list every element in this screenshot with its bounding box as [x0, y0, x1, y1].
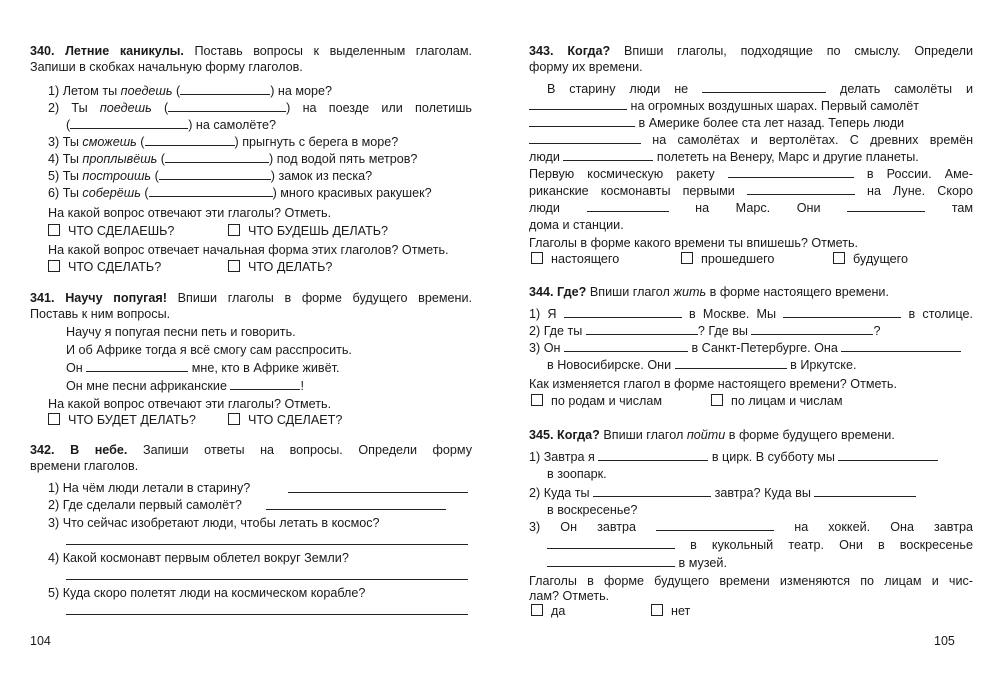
checkbox[interactable] [681, 252, 693, 264]
answer-blank[interactable] [529, 133, 641, 144]
ex343-option-future[interactable]: будущего [833, 252, 908, 266]
ex340-line-7: 6) Ты соберёшь ( ) много красивых ракушек? [48, 186, 432, 200]
answer-blank[interactable] [564, 307, 682, 318]
checkbox[interactable] [48, 413, 60, 425]
ex345-line-1: 1) Завтра я в цирк. В субботу мы [529, 450, 938, 464]
ex341-poem-3: Он мне, кто в Африке живёт. [66, 361, 340, 375]
answer-line[interactable] [66, 614, 468, 615]
ex344-question: Как изменяется глагол в форме настоящего времени? Отметь. [529, 377, 897, 391]
ex341-poem-2: И об Африке тогда я всё смогу сам расспросить. [66, 343, 352, 357]
answer-line[interactable] [66, 544, 468, 545]
ex340-instruction-2: Запиши в скобках начальную форму глаголов. [30, 60, 303, 74]
answer-blank[interactable] [814, 486, 916, 497]
ex342-question-1: 1) На чём люди летали в старину? [48, 481, 251, 495]
ex340-question-2: На какой вопрос отвечает начальная форма этих глаголов? Отметь. [48, 243, 449, 257]
answer-blank[interactable] [529, 99, 627, 110]
ex345-question-2: лам? Отметь. [529, 589, 610, 603]
page-number-right: 105 [934, 634, 955, 648]
ex340-title: Летние каникулы. [65, 44, 184, 58]
ex343-text-8: люди на Марс. Они там [529, 201, 974, 215]
ex344-number: 344. [529, 285, 554, 299]
ex345-option-yes[interactable]: да [531, 604, 565, 618]
ex342-question-2: 2) Где сделали первый самолёт? [48, 498, 242, 512]
ex343-text-2: на огромных воздушных шарах. Первый самолёт [529, 99, 919, 113]
ex340-line-5: 4) Ты проплывёшь ( ) под водой пять метров? [48, 152, 418, 166]
answer-blank[interactable] [547, 556, 675, 567]
ex340-heading [30, 44, 472, 58]
verb: жить [673, 285, 707, 299]
answer-blank[interactable] [165, 152, 269, 163]
ex345-question-1: Глаголы в форме будущего времени изменяются по лицам и чис- [529, 574, 973, 588]
verb: соберёшь [82, 186, 141, 200]
ex343-instruction-2: форму их времени. [529, 60, 643, 74]
ex344-heading: 344. Где? Впиши глагол жить в форме настоящего времени. [529, 285, 889, 299]
ex340-line-4: 3) Ты сможешь ( ) прыгнуть с берега в море? [48, 135, 399, 149]
left-page [0, 0, 500, 679]
ex340-option-what-will-be-doing[interactable]: ЧТО БУДЕШЬ ДЕЛАТЬ? [228, 224, 388, 238]
ex341-title: Научу попугая! [65, 291, 167, 305]
right-page [501, 0, 1001, 679]
checkbox[interactable] [711, 394, 723, 406]
ex344-option-person-number[interactable]: по лицам и числам [711, 394, 843, 408]
answer-blank[interactable] [598, 450, 708, 461]
ex342-instruction-2: времени глаголов. [30, 459, 139, 473]
ex342-instruction: Запиши ответы на вопросы. Определи форму [142, 443, 473, 457]
ex342-title: В небе. [70, 443, 128, 457]
answer-blank[interactable] [70, 118, 188, 129]
ex343-title: Когда? [567, 44, 611, 58]
answer-line[interactable] [288, 492, 468, 493]
ex340-number: 340. [30, 44, 55, 58]
answer-blank[interactable] [847, 201, 925, 212]
ex343-question: Глаголы в форме какого времени ты впишешь? Отметь. [529, 236, 859, 250]
answer-blank[interactable] [702, 82, 826, 93]
ex344-option-gender-number[interactable]: по родам и числам [531, 394, 662, 408]
checkbox[interactable] [531, 604, 543, 616]
ex340-option-what-to-do[interactable]: ЧТО ДЕЛАТЬ? [228, 260, 332, 274]
ex344-line-3: 3) Он в Санкт-Петербурге. Она [529, 341, 961, 355]
verb: поедешь [99, 101, 152, 115]
ex344-title: Где? [557, 285, 587, 299]
verb: проплывёшь [82, 152, 158, 166]
verb: построишь [82, 169, 152, 183]
ex343-instruction: Впиши глаголы, подходящие по смыслу. Определи [623, 44, 974, 58]
answer-blank[interactable] [168, 101, 286, 112]
ex341-instruction: Впиши глаголы в форме будущего времени. [177, 291, 473, 305]
ex342-heading [30, 443, 472, 457]
ex342-question-3: 3) Что сейчас изобретают люди, чтобы летать в космос? [48, 516, 380, 530]
answer-blank[interactable] [564, 341, 688, 352]
ex341-option-will-be-doing[interactable]: ЧТО БУДЕТ ДЕЛАТЬ? [48, 413, 196, 427]
ex340-option-what-to-do-perf[interactable]: ЧТО СДЕЛАТЬ? [48, 260, 161, 274]
ex345-line-6: в кукольный театр. Они в воскресенье [547, 538, 973, 552]
answer-blank[interactable] [838, 450, 938, 461]
ex343-text-4: на самолётах и вертолётах. С древних времён [529, 133, 973, 147]
answer-blank[interactable] [783, 307, 901, 318]
ex343-text-6: Первую космическую ракету в России. Аме- [529, 167, 973, 181]
checkbox[interactable] [48, 260, 60, 272]
ex345-title: Когда? [557, 428, 600, 442]
ex345-line-2: в зоопарк. [547, 467, 607, 481]
ex340-question-1: На какой вопрос отвечают эти глаголы? Отметь. [48, 206, 332, 220]
answer-blank[interactable] [529, 116, 635, 127]
ex341-poem-1: Научу я попугая песни петь и говорить. [66, 325, 296, 339]
answer-blank[interactable] [587, 201, 669, 212]
verb: поедешь [120, 84, 173, 98]
ex343-text-7: риканские космонавты первыми на Луне. Скоро [529, 184, 974, 198]
ex340-line-2: 2) Ты поедешь ( ) на поезде или полетишь [48, 101, 472, 115]
ex343-text-9: дома и станции. [529, 218, 624, 232]
answer-line[interactable] [266, 509, 446, 510]
answer-blank[interactable] [145, 135, 235, 146]
ex341-poem-4: Он мне песни африканские ! [66, 379, 304, 393]
ex340-option-what-will-do[interactable]: ЧТО СДЕЛАЕШЬ? [48, 224, 174, 238]
answer-blank[interactable] [593, 486, 711, 497]
answer-blank[interactable] [728, 167, 854, 178]
ex345-number: 345. [529, 428, 554, 442]
checkbox[interactable] [651, 604, 663, 616]
ex345-heading: 345. Когда? Впиши глагол пойти в форме будущего времени. [529, 428, 895, 442]
ex343-text-1: В старину люди не делать самолёты и [547, 82, 974, 96]
answer-blank[interactable] [747, 184, 855, 195]
ex345-line-3: 2) Куда ты завтра? Куда вы [529, 486, 916, 500]
answer-blank[interactable] [159, 169, 271, 180]
answer-blank[interactable] [230, 379, 300, 390]
checkbox[interactable] [228, 413, 240, 425]
answer-blank[interactable] [586, 324, 698, 335]
checkbox[interactable] [228, 260, 240, 272]
checkbox[interactable] [531, 252, 543, 264]
verb: пойти [686, 428, 726, 442]
ex344-line-1: 1) Я в Москве. Мы в столице. [529, 307, 974, 321]
checkbox[interactable] [228, 224, 240, 236]
ex345-line-4: в воскресенье? [547, 503, 638, 517]
verb: сможешь [82, 135, 137, 149]
ex345-line-7: в музей. [547, 556, 727, 570]
ex344-line-4: в Новосибирске. Они в Иркутске. [547, 358, 857, 372]
ex340-line-1: 1) Летом ты поедешь ( ) на море? [48, 84, 333, 98]
answer-line[interactable] [66, 579, 468, 580]
ex340-line-6: 5) Ты построишь ( ) замок из песка? [48, 169, 373, 183]
ex344-line-2: 2) Где ты ? Где вы ? [529, 324, 881, 338]
answer-blank[interactable] [180, 84, 270, 95]
ex343-text-3: в Америке более ста лет назад. Теперь люди [529, 116, 904, 130]
ex343-option-past[interactable]: прошедшего [681, 252, 774, 266]
answer-blank[interactable] [751, 324, 873, 335]
answer-blank[interactable] [149, 186, 273, 197]
ex345-option-no[interactable]: нет [651, 604, 690, 618]
ex341-heading [30, 291, 472, 305]
ex342-question-4: 4) Какой космонавт первым облетел вокруг Земли? [48, 551, 349, 565]
checkbox[interactable] [531, 394, 543, 406]
ex343-text-5: люди полететь на Венеру, Марс и другие планеты. [529, 150, 919, 164]
answer-blank[interactable] [675, 358, 787, 369]
ex343-heading [529, 44, 973, 58]
checkbox[interactable] [48, 224, 60, 236]
answer-blank[interactable] [86, 361, 188, 372]
checkbox[interactable] [833, 252, 845, 264]
ex343-number: 343. [529, 44, 554, 58]
answer-blank[interactable] [656, 520, 774, 531]
page-number-left: 104 [30, 634, 51, 648]
answer-blank[interactable] [841, 341, 961, 352]
ex340-instruction: Поставь вопросы к выделенным глаголам. [194, 44, 473, 58]
ex340-line-3: ( ) на самолёте? [66, 118, 277, 132]
ex345-line-5: 3) Он завтра на хоккей. Она завтра [529, 520, 973, 534]
ex342-question-5: 5) Куда скоро полетят люди на космическом корабле? [48, 586, 366, 600]
answer-blank[interactable] [547, 538, 675, 549]
answer-blank[interactable] [563, 150, 653, 161]
ex343-option-present[interactable]: настоящего [531, 252, 619, 266]
ex341-option-will-do[interactable]: ЧТО СДЕЛАЕТ? [228, 413, 342, 427]
ex341-number: 341. [30, 291, 55, 305]
ex341-instruction-2: Поставь к ним вопросы. [30, 307, 171, 321]
ex342-number: 342. [30, 443, 55, 457]
ex341-question: На какой вопрос отвечают эти глаголы? Отметь. [48, 397, 332, 411]
